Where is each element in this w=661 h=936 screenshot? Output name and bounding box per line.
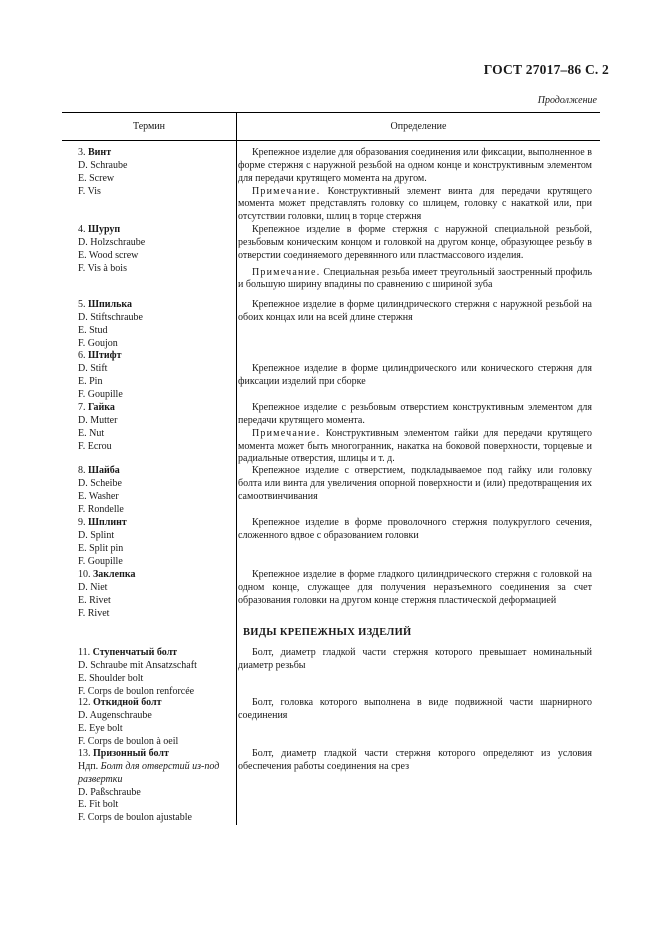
definition-text: Болт, диаметр гладкой части стержня которого превышает номинальный диаметр резьбы xyxy=(238,647,592,671)
term-translation: E. Washer xyxy=(78,490,119,502)
note-text: Конструктивный элемент винта для передачи крутящего момента может представлять головку со шлицем, головку с накаткой или, при отсутствии головки, шлиц в торце стержня xyxy=(238,185,593,223)
term-translation: E. Screw xyxy=(78,172,115,184)
term-name: Призонный болт xyxy=(93,748,169,759)
column-header-term: Термин xyxy=(132,121,166,132)
section-title: ВИДЫ КРЕПЕЖНЫХ ИЗДЕЛИЙ xyxy=(243,627,412,638)
term-number: 3. xyxy=(78,147,86,158)
definition-cell xyxy=(238,465,592,504)
term-number: 10. xyxy=(78,569,91,580)
term-cell xyxy=(78,299,234,350)
term-number: 9. xyxy=(78,517,86,528)
term-number: 13. xyxy=(78,748,91,759)
document-id: ГОСТ 27017–86 С. 2 xyxy=(483,62,609,77)
definition-text: Крепежное изделие для образования соединения или фиксации, выполненное в форме стержня с наружной резьбой на одном конце и конструктивным элементом для передачи крутящего момента на другом. xyxy=(238,147,592,184)
term-number: 12. xyxy=(78,697,91,708)
definition-cell xyxy=(238,147,592,224)
term-translation: E. Eye bolt xyxy=(78,722,123,734)
definition-cell xyxy=(238,748,592,774)
term-translation: D. Stift xyxy=(78,362,108,374)
term-translation: D. Stiftschraube xyxy=(78,311,143,323)
definition-note xyxy=(238,267,592,293)
term-number: 5. xyxy=(78,299,86,310)
term-cell xyxy=(78,147,234,198)
definition-cell xyxy=(238,517,592,543)
note-text: Конструктивным элементом гайки для передачи крутящего момента может быть многогранник, накатка на боковой поверхности, торцевые и радиальные отверстия, шлицы и т. д. xyxy=(238,427,592,465)
term-name: Откидной болт xyxy=(93,697,162,708)
term-translation: E. Shoulder bolt xyxy=(78,672,144,684)
term-translation: E. Rivet xyxy=(78,594,111,606)
note-text: Специальная резьба имеет треугольный заостренный профиль и большую ширину впадины по сравнению с шириной зуба xyxy=(238,266,593,291)
term-translation: E. Fit bolt xyxy=(78,799,119,811)
definition-cell xyxy=(238,402,592,466)
term-translation: E. Stud xyxy=(78,324,108,336)
definition-text: Крепежное изделие с резьбовым отверстием конструктивным элементом для передачи крутящего момента. xyxy=(238,402,592,426)
term-translation: D. Mutter xyxy=(78,414,118,426)
column-divider xyxy=(236,112,237,825)
term-translation: F. Corps de boulon renforcée xyxy=(78,685,195,697)
term-number: 11. xyxy=(78,647,91,658)
term-translation: F. Corps de boulon ajustable xyxy=(78,812,192,824)
term-translation: F. Goupille xyxy=(78,555,123,567)
term-name: Заклепка xyxy=(93,569,136,580)
definition-text: Крепежное изделие в форме цилиндрического или конического стержня для фиксации изделий при сборке xyxy=(238,363,592,387)
term-cell xyxy=(78,748,234,825)
term-translation: F. Vis xyxy=(78,185,101,197)
term-name: Винт xyxy=(88,147,112,158)
term-cell xyxy=(78,350,234,401)
term-translation: D. Paßschraube xyxy=(78,786,141,798)
term-translation: F. Ecrou xyxy=(78,440,112,452)
term-translation: E. Pin xyxy=(78,375,103,387)
deprecated-prefix: Ндп. xyxy=(78,760,99,772)
term-cell xyxy=(78,697,234,748)
term-cell xyxy=(78,647,234,698)
definition-note xyxy=(238,428,592,467)
term-translation: E. Wood screw xyxy=(78,249,139,261)
term-name: Шпилька xyxy=(88,299,133,310)
term-number: 8. xyxy=(78,465,86,476)
definition-cell xyxy=(238,224,592,292)
definition-text: Болт, головка которого выполнена в виде подвижной части шарнирного соединения xyxy=(238,697,592,721)
deprecated-term: Болт для отверстий из-под развертки xyxy=(78,760,220,785)
term-number: 7. xyxy=(78,402,86,413)
term-translation: F. Goujon xyxy=(78,337,118,349)
note-label: Примечание. xyxy=(252,266,321,278)
term-number: 4. xyxy=(78,224,86,235)
column-header-definition: Определение xyxy=(390,121,447,132)
table-header-rule xyxy=(62,140,600,141)
term-translation: D. Schraube xyxy=(78,159,128,171)
definition-cell xyxy=(238,363,592,389)
definition-text: Болт, диаметр гладкой части стержня которого определяют из условия обеспечения работы соединения на срез xyxy=(238,748,592,772)
term-translation: F. Rondelle xyxy=(78,503,124,515)
term-name: Гайка xyxy=(88,402,115,413)
term-cell xyxy=(78,465,234,516)
term-translation: F. Vis à bois xyxy=(78,262,127,274)
definition-text: Крепежное изделие в форме гладкого цилиндрического стержня с головкой на одном конце, служащее для получения неразъемного соединения за счет образования головки на другом конце стержня пластической деформацией xyxy=(238,569,592,606)
term-translation: F. Rivet xyxy=(78,607,110,619)
term-number: 6. xyxy=(78,350,86,361)
term-translation: D. Splint xyxy=(78,529,115,541)
term-translation: D. Holzschraube xyxy=(78,236,146,248)
term-translation: F. Corps de boulon à oeil xyxy=(78,735,179,747)
term-translation: D. Augenschraube xyxy=(78,709,152,721)
definition-text: Крепежное изделие в форме цилиндрического стержня с наружной резьбой на обоих концах или на всей длине стержня xyxy=(238,299,592,323)
term-name: Штифт xyxy=(88,350,122,361)
term-cell xyxy=(78,224,234,275)
term-name: Шплинт xyxy=(88,517,127,528)
table-top-rule xyxy=(62,112,600,113)
term-name: Ступенчатый болт xyxy=(92,647,178,658)
note-label: Примечание. xyxy=(252,427,321,439)
continuation-label: Продолжение xyxy=(537,95,597,106)
term-name: Шайба xyxy=(88,465,120,476)
term-translation: D. Scheibe xyxy=(78,477,122,489)
note-label: Примечание. xyxy=(252,185,321,197)
term-translation: F. Goupille xyxy=(78,388,123,400)
definition-text: Крепежное изделие в форме проволочного стержня полукруглого сечения, сложенного вдвое с образованием головки xyxy=(238,517,592,541)
term-cell xyxy=(78,517,234,568)
term-cell xyxy=(78,402,234,453)
definition-cell xyxy=(238,569,592,608)
term-translation: D. Schraube mit Ansatzschaft xyxy=(78,659,197,671)
definition-text: Крепежное изделие с отверстием, подкладываемое под гайку или головку болта или винта для увеличения опорной поверхности и (или) предотвращения их самоотвинчивания xyxy=(238,465,592,502)
term-deprecated xyxy=(78,761,228,787)
definition-cell xyxy=(238,299,592,325)
definition-note xyxy=(238,186,592,225)
term-translation: E. Split pin xyxy=(78,542,124,554)
term-translation: E. Nut xyxy=(78,427,105,439)
definition-text: Крепежное изделие в форме стержня с наружной специальной резьбой, резьбовым коническим концом и головкой на другом конце, образующее резьбу в отверстии соединяемого деревянного или пластмассового изделия. xyxy=(238,224,592,261)
definition-cell xyxy=(238,697,592,723)
term-name: Шуруп xyxy=(88,224,121,235)
definition-cell xyxy=(238,647,592,673)
term-translation: D. Niet xyxy=(78,581,108,593)
term-cell xyxy=(78,569,234,620)
